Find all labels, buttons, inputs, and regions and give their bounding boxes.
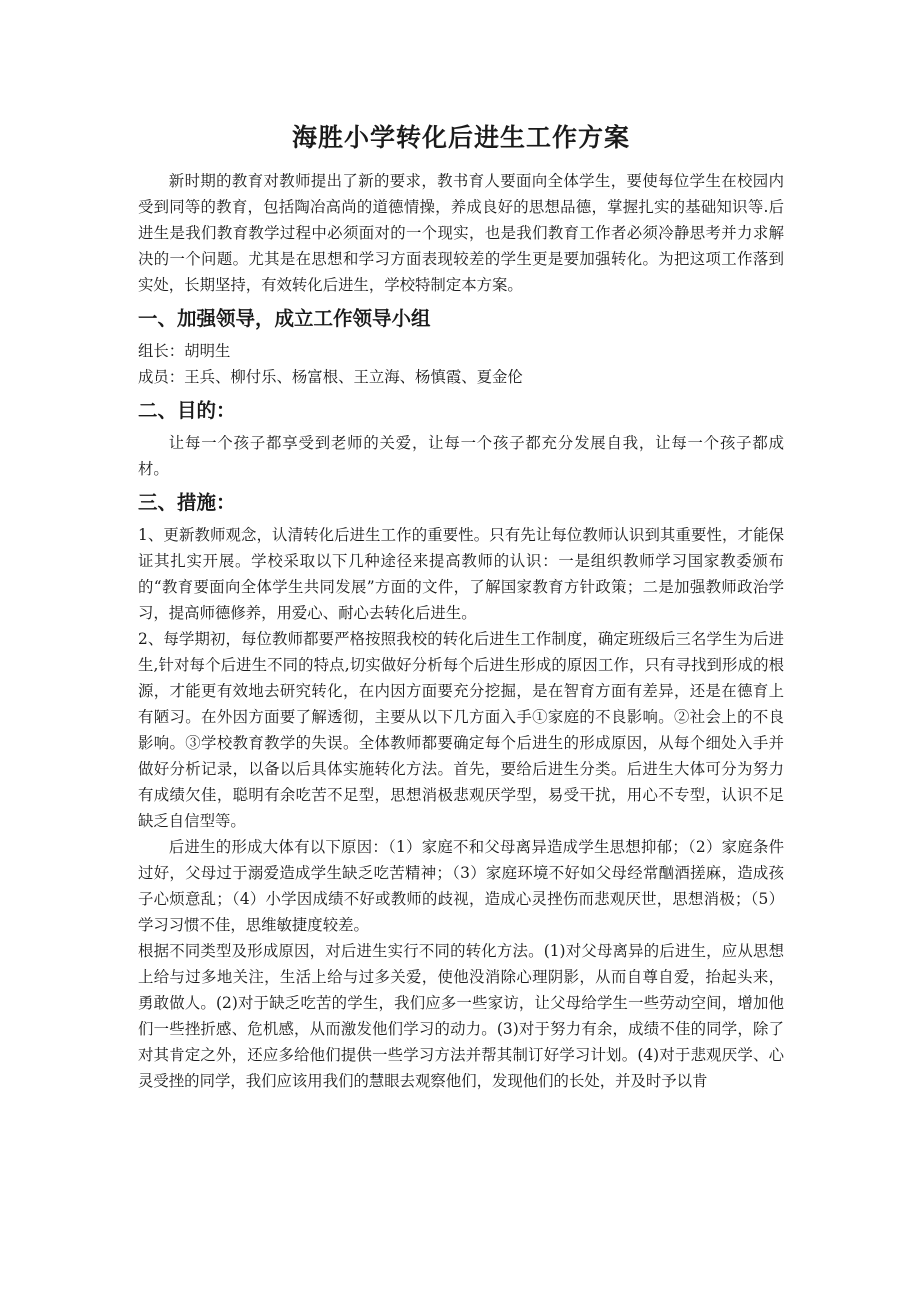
document-title: 海胜小学转化后进生工作方案 <box>291 123 630 152</box>
methods-paragraph: 根据不同类型及形成原因，对后进生实行不同的转化方法。(1)对父母离异的后进生，应从思想上给与过多地关注，生活上给与过多关爱，使他没消除心理阴影，从而自尊自爱，抬起头来，勇敢做人。(2)对于缺乏吃苦的学生，我们应多一些家访，让父母给学生一些劳动空间，增加他们一些挫折感、危机感，从而激发他们学习的动力。(3)对于努力有余，成绩不佳的同学，除了对其肯定之外，还应多给他们提供一些学习方法并帮其制订好学习计划。(4)对于悲观厌学、心灵受挫的同学，我们应该用我们的慧眼去观察他们，发现他们的长处，并及时予以肯 <box>138 942 784 1090</box>
purpose-paragraph: 让每一个孩子都享受到老师的关爱，让每一个孩子都充分发展自我，让每一个孩子都成材。 <box>138 434 784 478</box>
section2-heading: 二、目的： <box>138 399 236 422</box>
intro-paragraph: 新时期的教育对教师提出了新的要求，教书育人要面向全体学生，要使每位学生在校园内受到同等的教育，包括陶冶高尚的道德情操，养成良好的思想品德，掌握扎实的基础知识等.后进生是我们教育教学过程中必须面对的一个现实，也是我们教育工作者必须冷静思考并力求解决的一个问题。尤其是在思想和学习方面表现较差的学生更是要加强转化。为把这项工作落到实处，长期坚持，有效转化后进生，学校特制定本方案。 <box>138 172 784 294</box>
group-members-line: 成员：王兵、柳付乐、杨富根、王立海、杨慎霞、夏金伦 <box>138 368 523 386</box>
section3-heading: 三、措施： <box>138 491 236 514</box>
measure-item-2: 2、每学期初，每位教师都要严格按照我校的转化后进生工作制度，确定班级后三名学生为后进生,针对每个后进生不同的特点,切实做好分析每个后进生形成的原因工作，只有寻找到形成的根源，才能更有效地去研究转化，在内因方面要充分挖掘，是在智育方面有差异，还是在德育上有陋习。在外因方面要了解透彻，主要从以下几方面入手①家庭的不良影响。②社会上的不良影响。③学校教育教学的失误。全体教师都要确定每个后进生的形成原因，从每个细处入手并做好分析记录，以备以后具体实施转化方法。首先，要给后进生分类。后进生大体可分为努力有成绩欠佳，聪明有余吃苦不足型，思想消极悲观厌学型，易受干扰，用心不专型，认识不足缺乏自信型等。 <box>138 630 784 830</box>
group-leader-line: 组长：胡明生 <box>138 342 231 360</box>
section1-heading: 一、加强领导，成立工作领导小组 <box>138 307 431 330</box>
measure-item-1: 1、更新教师观念，认清转化后进生工作的重要性。只有先让每位教师认识到其重要性，才能保证其扎实开展。学校采取以下几种途径来提高教师的认识：一是组织教师学习国家教委颁布的“教育要面向全体学生共同发展”方面的文件，了解国家教育方针政策；二是加强教师政治学习，提高师德修养，用爱心、耐心去转化后进生。 <box>138 526 784 622</box>
causes-paragraph: 后进生的形成大体有以下原因：（1）家庭不和父母离异造成学生思想抑郁；（2）家庭条件过好，父母过于溺爱造成学生缺乏吃苦精神；（3）家庭环境不好如父母经常酗酒搓麻，造成孩子心烦意乱；（4）小学因成绩不好或教师的歧视，造成心灵挫伤而悲观厌世，思想消极；（5）学习习惯不佳，思维敏捷度较差。 <box>138 838 784 934</box>
document-page <box>138 112 784 1094</box>
